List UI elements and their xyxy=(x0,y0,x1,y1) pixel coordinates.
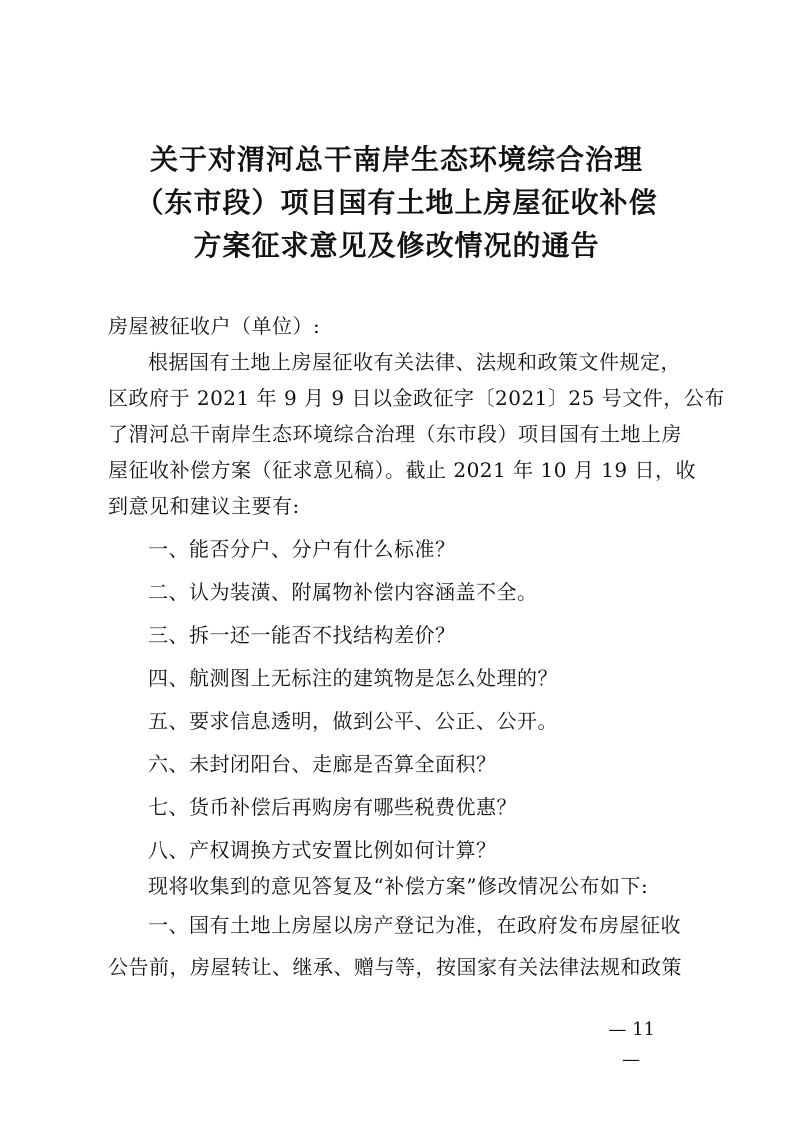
list-item: 二、认为装潢、附属物补偿内容涵盖不全。 xyxy=(148,580,538,604)
list-item: 三、拆一还一能否不找结构差价？ xyxy=(148,623,456,647)
title-line-3: 方案征求意见及修改情况的通告 xyxy=(193,229,600,262)
salutation: 房屋被征收户（单位）: xyxy=(108,314,321,338)
list-item: 四、航测图上无标注的建筑物是怎么处理的？ xyxy=(148,666,558,690)
paragraph-line: 现将收集到的意见答复及“补偿方案”修改情况公布如下: xyxy=(148,874,649,898)
paragraph-line: 了渭河总干南岸生态环境综合治理（东市段）项目国有土地上房 xyxy=(108,422,682,446)
list-item: 六、未封闭阳台、走廊是否算全面积？ xyxy=(148,752,497,776)
paragraph-line: 屋征收补偿方案（征求意见稿）。截止 2021 年 10 月 19 日，收 xyxy=(108,458,696,482)
title-line-2: （东市段）项目国有土地上房屋征收补偿 xyxy=(135,186,658,219)
paragraph-line: 区政府于 2021 年 9 月 9 日以金政征字〔2021〕25 号文件，公布 xyxy=(108,386,725,410)
title-line-1: 关于对渭河总干南岸生态环境综合治理 xyxy=(149,143,643,176)
paragraph-line: 根据国有土地上房屋征收有关法律、法规和政策文件规定， xyxy=(148,350,681,374)
paragraph-line: 到意见和建议主要有: xyxy=(108,494,300,518)
list-item: 五、要求信息透明，做到公平、公正、公开。 xyxy=(148,709,558,733)
list-item: 八、产权调换方式安置比例如何计算？ xyxy=(148,838,497,862)
page-number: — 11 xyxy=(608,1019,655,1040)
list-item: 一、能否分户、分户有什么标准？ xyxy=(148,537,456,561)
page-number-dash: — xyxy=(622,1049,640,1070)
paragraph-line: 一、国有土地上房屋以房产登记为准，在政府发布房屋征收 xyxy=(148,913,681,937)
list-item: 七、货币补偿后再购房有哪些税费优惠？ xyxy=(148,795,517,819)
paragraph-line: 公告前，房屋转让、继承、赠与等，按国家有关法律法规和政策 xyxy=(108,955,682,979)
